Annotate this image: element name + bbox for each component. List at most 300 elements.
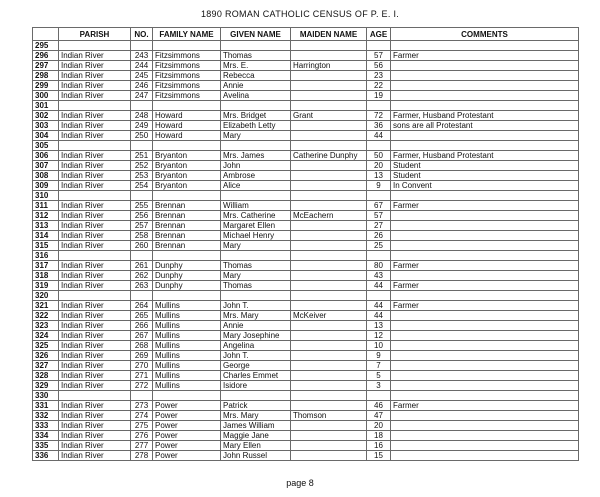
table-row xyxy=(33,151,579,161)
maiden-name-cell: Harrington xyxy=(291,61,367,71)
comments-cell xyxy=(391,241,579,251)
table-row xyxy=(33,201,579,211)
line-number-cell: 334 xyxy=(33,431,59,441)
given-name-cell: Mrs. Catherine xyxy=(221,211,291,221)
given-name-header: GIVEN NAME xyxy=(221,28,291,41)
number-cell: 248 xyxy=(131,111,153,121)
given-name-cell: Mary xyxy=(221,271,291,281)
maiden-name-cell: Catherine Dunphy xyxy=(291,151,367,161)
comments-cell: Farmer xyxy=(391,301,579,311)
parish-cell: Indian River xyxy=(59,51,131,61)
given-name-cell: Mary xyxy=(221,131,291,141)
given-name-cell: Annie xyxy=(221,81,291,91)
parish-cell: Indian River xyxy=(59,121,131,131)
age-cell: 44 xyxy=(367,311,391,321)
maiden-name-cell xyxy=(291,431,367,441)
line-number-cell: 332 xyxy=(33,411,59,421)
comments-cell: In Convent xyxy=(391,181,579,191)
family-name-cell: Bryanton xyxy=(153,161,221,171)
parish-cell: Indian River xyxy=(59,301,131,311)
family-name-cell: Fitzsimmons xyxy=(153,61,221,71)
maiden-name-cell xyxy=(291,181,367,191)
family-name-cell xyxy=(153,141,221,151)
comments-cell xyxy=(391,411,579,421)
family-name-cell: Howard xyxy=(153,131,221,141)
number-cell: 255 xyxy=(131,201,153,211)
table-row xyxy=(33,371,579,381)
comments-cell xyxy=(391,71,579,81)
table-row xyxy=(33,121,579,131)
maiden-name-cell xyxy=(291,51,367,61)
parish-cell: Indian River xyxy=(59,231,131,241)
given-name-cell: Maggie Jane xyxy=(221,431,291,441)
table-row xyxy=(33,101,579,111)
maiden-name-cell xyxy=(291,391,367,401)
maiden-name-cell xyxy=(291,81,367,91)
comments-cell xyxy=(391,351,579,361)
table-row xyxy=(33,331,579,341)
table-row xyxy=(33,221,579,231)
number-cell: 257 xyxy=(131,221,153,231)
number-cell: 256 xyxy=(131,211,153,221)
comments-header: COMMENTS xyxy=(391,28,579,41)
age-cell: 44 xyxy=(367,281,391,291)
age-cell: 46 xyxy=(367,401,391,411)
family-name-cell: Mullins xyxy=(153,361,221,371)
family-name-cell: Mullins xyxy=(153,321,221,331)
line-number-cell: 323 xyxy=(33,321,59,331)
maiden-name-cell: Grant xyxy=(291,111,367,121)
table-row xyxy=(33,421,579,431)
comments-cell xyxy=(391,321,579,331)
given-name-cell xyxy=(221,191,291,201)
number-cell: 274 xyxy=(131,411,153,421)
age-cell: 57 xyxy=(367,211,391,221)
table-row xyxy=(33,91,579,101)
number-cell: 244 xyxy=(131,61,153,71)
parish-cell: Indian River xyxy=(59,91,131,101)
maiden-name-cell xyxy=(291,131,367,141)
comments-cell xyxy=(391,431,579,441)
line-number-cell: 311 xyxy=(33,201,59,211)
number-cell: 246 xyxy=(131,81,153,91)
given-name-cell: Mary xyxy=(221,241,291,251)
line-number-cell: 297 xyxy=(33,61,59,71)
comments-cell xyxy=(391,361,579,371)
family-name-cell: Power xyxy=(153,421,221,431)
number-cell: 267 xyxy=(131,331,153,341)
parish-cell: Indian River xyxy=(59,351,131,361)
parish-cell: Indian River xyxy=(59,211,131,221)
family-name-cell xyxy=(153,191,221,201)
comments-cell: Farmer xyxy=(391,201,579,211)
age-cell: 25 xyxy=(367,241,391,251)
number-cell: 250 xyxy=(131,131,153,141)
line-number-cell: 326 xyxy=(33,351,59,361)
maiden-name-cell xyxy=(291,201,367,211)
line-number-cell: 301 xyxy=(33,101,59,111)
maiden-name-cell xyxy=(291,331,367,341)
age-cell: 44 xyxy=(367,301,391,311)
age-cell: 56 xyxy=(367,61,391,71)
number-cell: 266 xyxy=(131,321,153,331)
comments-cell xyxy=(391,191,579,201)
line-number-cell: 319 xyxy=(33,281,59,291)
given-name-cell: Isidore xyxy=(221,381,291,391)
family-name-cell: Power xyxy=(153,411,221,421)
age-cell: 9 xyxy=(367,351,391,361)
given-name-cell: Mrs. Mary xyxy=(221,411,291,421)
family-name-cell xyxy=(153,391,221,401)
parish-cell: Indian River xyxy=(59,131,131,141)
given-name-cell: John T. xyxy=(221,301,291,311)
comments-cell xyxy=(391,311,579,321)
given-name-cell: Ambrose xyxy=(221,171,291,181)
family-name-cell: Mullins xyxy=(153,331,221,341)
table-row xyxy=(33,61,579,71)
comments-cell xyxy=(391,221,579,231)
comments-cell: Farmer xyxy=(391,261,579,271)
line-number-cell: 298 xyxy=(33,71,59,81)
parish-cell: Indian River xyxy=(59,311,131,321)
given-name-cell: William xyxy=(221,201,291,211)
parish-cell: Indian River xyxy=(59,451,131,461)
maiden-name-cell xyxy=(291,41,367,51)
parish-cell: Indian River xyxy=(59,171,131,181)
given-name-cell: John Russel xyxy=(221,451,291,461)
age-cell: 20 xyxy=(367,421,391,431)
family-name-cell: Bryanton xyxy=(153,151,221,161)
table-row xyxy=(33,241,579,251)
number-cell: 252 xyxy=(131,161,153,171)
line-number-cell: 317 xyxy=(33,261,59,271)
number-cell: 243 xyxy=(131,51,153,61)
line-number-cell: 330 xyxy=(33,391,59,401)
parish-cell: Indian River xyxy=(59,371,131,381)
table-row xyxy=(33,181,579,191)
maiden-name-cell xyxy=(291,281,367,291)
number-cell: 268 xyxy=(131,341,153,351)
family-name-cell: Dunphy xyxy=(153,281,221,291)
family-name-cell: Mullins xyxy=(153,381,221,391)
comments-cell xyxy=(391,211,579,221)
maiden-name-cell xyxy=(291,71,367,81)
parish-cell xyxy=(59,191,131,201)
parish-cell: Indian River xyxy=(59,411,131,421)
number-header: NO. xyxy=(131,28,153,41)
given-name-cell xyxy=(221,41,291,51)
given-name-cell: Margaret Ellen xyxy=(221,221,291,231)
given-name-cell: Mrs. E. xyxy=(221,61,291,71)
maiden-name-cell xyxy=(291,231,367,241)
given-name-cell: Thomas xyxy=(221,51,291,61)
given-name-cell: Mrs. James xyxy=(221,151,291,161)
age-cell: 47 xyxy=(367,411,391,421)
line-number-cell: 321 xyxy=(33,301,59,311)
family-name-cell xyxy=(153,41,221,51)
parish-cell: Indian River xyxy=(59,431,131,441)
number-cell xyxy=(131,391,153,401)
maiden-name-cell xyxy=(291,121,367,131)
age-cell: 67 xyxy=(367,201,391,211)
line-number-cell: 318 xyxy=(33,271,59,281)
number-cell xyxy=(131,251,153,261)
parish-header: PARISH xyxy=(59,28,131,41)
number-cell: 269 xyxy=(131,351,153,361)
number-cell: 262 xyxy=(131,271,153,281)
line-number-cell: 300 xyxy=(33,91,59,101)
number-cell: 258 xyxy=(131,231,153,241)
line-number-cell: 331 xyxy=(33,401,59,411)
age-cell: 23 xyxy=(367,71,391,81)
age-cell xyxy=(367,141,391,151)
parish-cell: Indian River xyxy=(59,401,131,411)
line-number-cell: 312 xyxy=(33,211,59,221)
census-table xyxy=(32,27,579,461)
line-number-cell: 299 xyxy=(33,81,59,91)
maiden-name-cell xyxy=(291,351,367,361)
table-row xyxy=(33,341,579,351)
table-row xyxy=(33,381,579,391)
comments-cell: sons are all Protestant xyxy=(391,121,579,131)
given-name-cell: Charles Emmet xyxy=(221,371,291,381)
comments-cell xyxy=(391,271,579,281)
parish-cell: Indian River xyxy=(59,361,131,371)
maiden-name-cell xyxy=(291,451,367,461)
age-cell: 13 xyxy=(367,171,391,181)
maiden-name-cell xyxy=(291,291,367,301)
comments-cell xyxy=(391,451,579,461)
family-name-cell: Mullins xyxy=(153,301,221,311)
number-cell: 270 xyxy=(131,361,153,371)
line-number-cell: 325 xyxy=(33,341,59,351)
line-number-cell: 320 xyxy=(33,291,59,301)
parish-cell xyxy=(59,251,131,261)
parish-cell: Indian River xyxy=(59,261,131,271)
family-name-cell: Bryanton xyxy=(153,181,221,191)
family-name-cell: Dunphy xyxy=(153,271,221,281)
number-cell: 261 xyxy=(131,261,153,271)
maiden-name-cell xyxy=(291,221,367,231)
number-cell: 249 xyxy=(131,121,153,131)
table-row xyxy=(33,451,579,461)
parish-cell: Indian River xyxy=(59,71,131,81)
family-name-cell: Mullins xyxy=(153,311,221,321)
number-cell xyxy=(131,191,153,201)
line-number-cell: 329 xyxy=(33,381,59,391)
table-row xyxy=(33,361,579,371)
parish-cell: Indian River xyxy=(59,281,131,291)
age-cell: 7 xyxy=(367,361,391,371)
line-number-cell: 310 xyxy=(33,191,59,201)
table-row xyxy=(33,281,579,291)
parish-cell: Indian River xyxy=(59,271,131,281)
maiden-name-cell: McKeiver xyxy=(291,311,367,321)
family-name-cell: Fitzsimmons xyxy=(153,91,221,101)
comments-cell: Student xyxy=(391,171,579,181)
comments-cell: Farmer xyxy=(391,281,579,291)
family-name-cell: Brennan xyxy=(153,221,221,231)
table-row xyxy=(33,51,579,61)
age-cell: 72 xyxy=(367,111,391,121)
parish-cell: Indian River xyxy=(59,81,131,91)
number-cell xyxy=(131,101,153,111)
line-number-cell: 308 xyxy=(33,171,59,181)
comments-cell: Farmer, Husband Protestant xyxy=(391,151,579,161)
comments-cell xyxy=(391,101,579,111)
family-name-cell: Power xyxy=(153,441,221,451)
maiden-name-cell: McEachern xyxy=(291,211,367,221)
number-cell: 260 xyxy=(131,241,153,251)
table-row xyxy=(33,71,579,81)
parish-cell: Indian River xyxy=(59,341,131,351)
table-row xyxy=(33,321,579,331)
age-cell xyxy=(367,191,391,201)
table-row xyxy=(33,291,579,301)
given-name-cell: Alice xyxy=(221,181,291,191)
table-row xyxy=(33,311,579,321)
page-number: page 8 xyxy=(286,478,314,488)
comments-cell: Farmer, Husband Protestant xyxy=(391,111,579,121)
comments-cell xyxy=(391,391,579,401)
maiden-name-cell xyxy=(291,421,367,431)
age-cell xyxy=(367,251,391,261)
table-row xyxy=(33,351,579,361)
parish-cell xyxy=(59,391,131,401)
comments-cell: Farmer xyxy=(391,401,579,411)
age-cell: 19 xyxy=(367,91,391,101)
maiden-name-cell xyxy=(291,441,367,451)
table-row xyxy=(33,391,579,401)
maiden-name-cell xyxy=(291,141,367,151)
family-name-cell: Mullins xyxy=(153,371,221,381)
given-name-cell xyxy=(221,141,291,151)
comments-cell xyxy=(391,341,579,351)
parish-cell: Indian River xyxy=(59,201,131,211)
parish-cell xyxy=(59,291,131,301)
given-name-cell: George xyxy=(221,361,291,371)
table-row xyxy=(33,161,579,171)
comments-cell: Student xyxy=(391,161,579,171)
parish-cell: Indian River xyxy=(59,241,131,251)
parish-cell: Indian River xyxy=(59,441,131,451)
table-row xyxy=(33,171,579,181)
comments-cell xyxy=(391,91,579,101)
maiden-name-cell xyxy=(291,251,367,261)
table-row xyxy=(33,231,579,241)
table-row xyxy=(33,431,579,441)
number-cell: 265 xyxy=(131,311,153,321)
given-name-cell: John xyxy=(221,161,291,171)
number-cell: 264 xyxy=(131,301,153,311)
comments-cell xyxy=(391,81,579,91)
family-name-cell: Dunphy xyxy=(153,261,221,271)
comments-cell xyxy=(391,131,579,141)
given-name-cell: Mrs. Mary xyxy=(221,311,291,321)
line-number-cell: 324 xyxy=(33,331,59,341)
family-name-cell xyxy=(153,291,221,301)
comments-cell xyxy=(391,381,579,391)
table-body xyxy=(33,41,579,461)
number-cell: 277 xyxy=(131,441,153,451)
family-name-cell: Howard xyxy=(153,121,221,131)
age-cell: 18 xyxy=(367,431,391,441)
comments-cell xyxy=(391,61,579,71)
age-cell xyxy=(367,41,391,51)
line-number-header xyxy=(33,28,59,41)
table-row xyxy=(33,261,579,271)
table-row xyxy=(33,271,579,281)
maiden-name-cell xyxy=(291,261,367,271)
line-number-cell: 328 xyxy=(33,371,59,381)
line-number-cell: 316 xyxy=(33,251,59,261)
line-number-cell: 296 xyxy=(33,51,59,61)
given-name-cell xyxy=(221,391,291,401)
age-cell: 15 xyxy=(367,451,391,461)
age-cell xyxy=(367,101,391,111)
age-header: AGE xyxy=(367,28,391,41)
age-cell: 26 xyxy=(367,231,391,241)
given-name-cell: Michael Henry xyxy=(221,231,291,241)
age-cell: 16 xyxy=(367,441,391,451)
table-row xyxy=(33,401,579,411)
comments-cell: Farmer xyxy=(391,51,579,61)
line-number-cell: 313 xyxy=(33,221,59,231)
parish-cell: Indian River xyxy=(59,331,131,341)
age-cell: 57 xyxy=(367,51,391,61)
family-name-cell: Power xyxy=(153,431,221,441)
given-name-cell xyxy=(221,101,291,111)
family-name-cell: Mullins xyxy=(153,341,221,351)
line-number-cell: 302 xyxy=(33,111,59,121)
parish-cell: Indian River xyxy=(59,161,131,171)
number-cell: 254 xyxy=(131,181,153,191)
comments-cell xyxy=(391,251,579,261)
family-name-cell: Howard xyxy=(153,111,221,121)
given-name-cell: James William xyxy=(221,421,291,431)
family-name-cell: Mullins xyxy=(153,351,221,361)
family-name-cell xyxy=(153,101,221,111)
family-name-cell: Brennan xyxy=(153,241,221,251)
comments-cell xyxy=(391,441,579,451)
parish-cell: Indian River xyxy=(59,421,131,431)
parish-cell xyxy=(59,41,131,51)
family-name-cell: Brennan xyxy=(153,231,221,241)
age-cell: 3 xyxy=(367,381,391,391)
comments-cell xyxy=(391,371,579,381)
family-name-cell xyxy=(153,251,221,261)
parish-cell xyxy=(59,101,131,111)
number-cell xyxy=(131,41,153,51)
age-cell: 36 xyxy=(367,121,391,131)
table-row xyxy=(33,191,579,201)
page-title: 1890 ROMAN CATHOLIC CENSUS OF P. E. I. xyxy=(200,9,400,19)
parish-cell: Indian River xyxy=(59,381,131,391)
parish-cell: Indian River xyxy=(59,321,131,331)
line-number-cell: 327 xyxy=(33,361,59,371)
table-row xyxy=(33,301,579,311)
table-row xyxy=(33,111,579,121)
age-cell xyxy=(367,391,391,401)
given-name-cell: Avelina xyxy=(221,91,291,101)
table-row xyxy=(33,211,579,221)
table-row xyxy=(33,131,579,141)
comments-cell xyxy=(391,141,579,151)
line-number-cell: 303 xyxy=(33,121,59,131)
given-name-cell: Mary Ellen xyxy=(221,441,291,451)
given-name-cell: John T. xyxy=(221,351,291,361)
maiden-name-cell xyxy=(291,191,367,201)
